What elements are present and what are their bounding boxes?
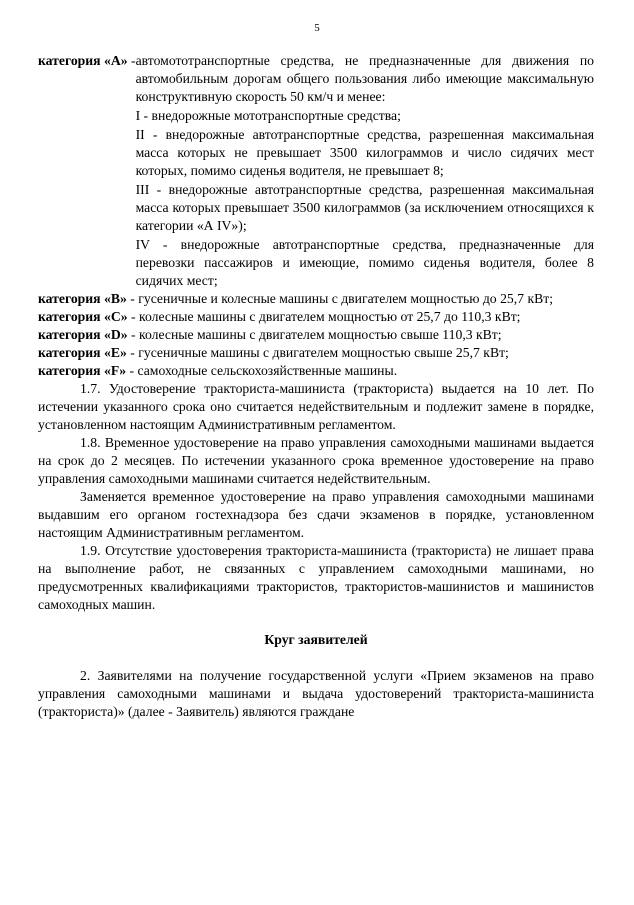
paragraph-1-9: 1.9. Отсутствие удостоверения тракториста-машиниста (тракториста) не лишает права на выполнение работ, не связанных с управлением самоходными машинами, но предусмотренных квалификациями трактористов, трактористов-машинистов и машинистов самоходных машин. — [38, 543, 594, 612]
category-dash: - — [127, 327, 139, 342]
category-label: категория «D» — [38, 327, 128, 342]
subcategory-4: IV - внедорожные автотранспортные средства, предназначенные для перевозки пассажиров и имеющие, помимо сиденья водителя, более 8 сидячих мест; — [135, 237, 594, 288]
category-dash: - — [127, 53, 136, 68]
category-label: категория «F» — [38, 363, 127, 378]
category-dash: - — [126, 291, 139, 306]
page-number: 5 — [314, 22, 320, 34]
category-dash: - — [127, 309, 139, 324]
subcategory-3: III - внедорожные автотранспортные средства, разрешенная максимальная масса которых превышает 3500 килограммов (за исключением относящихся к категории «А IV»); — [135, 182, 594, 233]
category-label: категория «С» — [38, 309, 128, 324]
category-text: гусеничные и колесные машины с двигателем мощностью до 25,7 кВт; — [138, 291, 554, 306]
category-label: категория «А» — [38, 53, 128, 68]
paragraph-1-8-replacement: Заменяется временное удостоверение на право управления самоходными машинами выдавшим его органом гостехнадзора без сдачи экзаменов в порядке, установленном настоящим Административным регламентом. — [38, 489, 594, 540]
category-dash: - — [126, 345, 139, 360]
category-description — [136, 52, 594, 290]
subcategory-1: I - внедорожные мототранспортные средства; — [135, 108, 401, 123]
category-b — [38, 290, 594, 308]
category-label: категория «Е» — [38, 345, 127, 360]
category-e — [38, 344, 594, 362]
category-text: автомототранспортные средства, не предназначенные для движения по автомобильным дорогам общего пользования либо имеющие максимальную конструктивную скорость 50 км/ч и менее: — [135, 53, 594, 104]
paragraph-1-7: 1.7. Удостоверение тракториста-машиниста (тракториста) выдается на 10 лет. По истечении указанного срока оно считается недействительным и подлежит замене в порядке, установленном настоящим Административным регламентом. — [38, 381, 594, 432]
category-text: колесные машины с двигателем мощностью свыше 110,3 кВт; — [139, 327, 502, 342]
category-d — [38, 326, 594, 344]
category-label: категория «В» — [38, 291, 127, 306]
category-a — [38, 52, 594, 290]
category-f — [38, 362, 594, 380]
page-content — [38, 52, 594, 721]
category-c — [38, 308, 594, 326]
category-text: гусеничные машины с двигателем мощностью свыше 25,7 кВт; — [138, 345, 509, 360]
category-dash: - — [126, 363, 138, 378]
section-heading: Круг заявителей — [264, 632, 368, 647]
paragraph-1-8: 1.8. Временное удостоверение на право управления самоходными машинами выдается на срок до 2 месяцев. По истечении указанного срока временное удостоверение на право управления самоходными машинами считается недействительным. — [38, 435, 594, 486]
category-text: колесные машины с двигателем мощностью от 25,7 до 110,3 кВт; — [139, 309, 521, 324]
paragraph-2: 2. Заявителями на получение государственной услуги «Прием экзаменов на право управления самоходными машинами и выдача удостоверений тракториста-машиниста (тракториста)» (далее - Заявитель) являются граждане — [38, 668, 594, 719]
category-text: самоходные сельскохозяйственные машины. — [137, 363, 398, 378]
subcategory-2: II - внедорожные автотранспортные средства, разрешенная максимальная масса которых не превышает 3500 килограммов и число сидячих мест которых, помимо сиденья водителя, не превышает 8; — [135, 127, 594, 178]
